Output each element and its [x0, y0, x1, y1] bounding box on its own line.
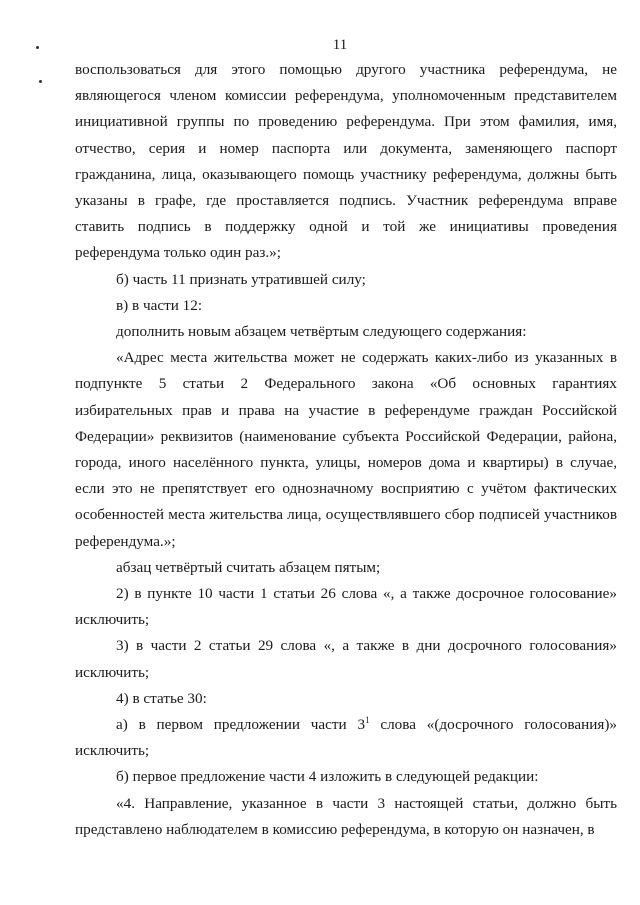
paragraph-item-4b: б) первое предложение части 4 изложить в следующей редакции:: [116, 768, 539, 786]
paragraph-item-4: 4) в статье 30:: [116, 689, 207, 707]
paragraph-item-4a-text: а) в первом предложении части 3: [116, 716, 366, 734]
paragraph-item-v: в) в части 12:: [116, 296, 203, 314]
paragraph-quoted-direction: «4. Направление, указанное в части 3 настоящей статьи, должно быть представлено наблюдателем в комиссию референдума, в которую он назначен, в: [75, 794, 617, 838]
superscript-number: 1: [365, 715, 370, 726]
document-body: [75, 57, 617, 843]
paragraph-item-b: б) часть 11 признать утратившей силу;: [116, 270, 366, 288]
paragraph-quoted-address: «Адрес места жительства может не содержать каких-либо из указанных в подпункте 5 статьи 2 Федерального закона «Об основных гарантиях избирательных прав и права на участие в референдуме граждан Российской Федерации» реквизитов (наименование субъекта Российской Федерации, района, города, иного населённого пункта, улицы, номеров дома и квартиры) в случае, если это не препятствует его однозначному восприятию с учётом фактических особенностей места жительства лица, осуществлявшего сбор подписей участников референдума.»;: [75, 349, 617, 550]
paragraph-item-2: 2) в пункте 10 части 1 статьи 26 слова «, а также досрочное голосование» исключить;: [75, 585, 617, 629]
paragraph-supplement: дополнить новым абзацем четвёртым следующего содержания:: [116, 323, 527, 341]
paragraph-renumber: абзац четвёртый считать абзацем пятым;: [116, 558, 381, 576]
scan-mark-bottom: [39, 80, 42, 83]
paragraph-item-4a: [75, 712, 617, 764]
paragraph-item-3: 3) в части 2 статьи 29 слова «, а также в дни досрочного голосования» исключить;: [75, 637, 617, 681]
paragraph-item-4a-text-end: слова «(досрочного голосования)» исключить;: [75, 716, 617, 760]
page-number: 11: [332, 37, 348, 53]
paragraph-continuation: воспользоваться для этого помощью другого участника референдума, не являющегося членом комиссии референдума, уполномоченным представителем инициативной группы по проведению референдума. При этом фамилия, имя, отчество, серия и номер паспорта или документа, заменяющего паспорт гражданина, лица, оказывающего помощь участнику референдума, должны быть указаны в графе, где проставляется подпись. Участник референдума вправе ставить подпись в поддержку одной и той же инициативы проведения референдума только один раз.»;: [75, 61, 617, 262]
